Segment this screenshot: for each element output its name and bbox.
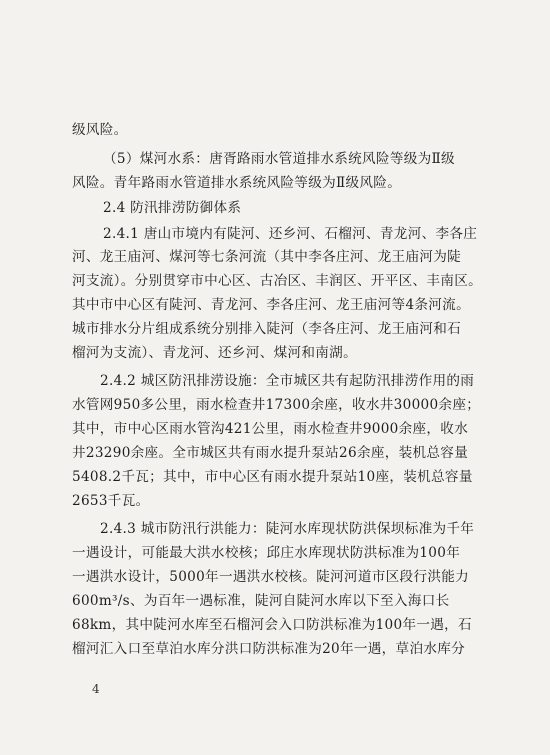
text-line: 河支流）。分别贯穿市中心区、古冶区、丰润区、开平区、丰南区。: [72, 273, 483, 289]
text-line: 井23290余座。全市城区共有雨水提升泵站26余座，装机总容量: [72, 445, 469, 461]
text-line: 一遇设计，可能最大洪水校核；邱庄水库现状防洪标准为100年: [72, 545, 461, 561]
text-line: 600m³/s、为百年一遇标准，陡河自陡河水库以下至入海口长: [72, 593, 450, 609]
text-line: 2.4.3 城市防汛行洪能力：陡河水库现状防洪保坝标准为千年: [100, 521, 475, 537]
text-line: 68km，其中陡河水库至石榴河会入口防洪标准为100年一遇，石: [72, 617, 472, 633]
page-number: 4: [92, 682, 100, 696]
text-line: 城市排水分片组成系统分别排入陡河（李各庄河、龙王庙河和石: [72, 321, 462, 337]
text-line: 2.4.1 唐山市境内有陡河、还乡河、石榴河、青龙河、李各庄: [103, 226, 478, 242]
section-heading: 2.4 防汛排涝防御体系: [103, 200, 242, 216]
text-line: 河、龙王庙河、煤河等七条河流（其中李各庄河、龙王庙河为陡: [72, 249, 462, 265]
text-line: 5408.2千瓦；其中，市中心区有雨水提升泵站10座，装机总容量: [72, 469, 473, 485]
text-line: 榴河为支流）、青龙河、还乡河、煤河和南湖。: [72, 345, 357, 361]
text-line: 级风险。: [72, 122, 128, 138]
text-line: （5）煤河水系：唐胥路雨水管道排水系统风险等级为Ⅱ级: [103, 151, 455, 167]
text-line: 2.4.2 城区防汛排涝设施：全市城区共有起防汛排涝作用的雨: [100, 373, 475, 389]
text-line: 2653千瓦。: [72, 493, 150, 509]
text-line: 其中市中心区有陡河、青龙河、李各庄河、龙王庙河等4条河流。: [72, 297, 470, 313]
text-line: 榴河汇入口至草泊水库分洪口防洪标准为20年一遇，草泊水库分: [72, 641, 466, 657]
text-line: 风险。青年路雨水管道排水系统风险等级为Ⅱ级风险。: [72, 175, 402, 191]
text-line: 其中，市中心区雨水管沟421公里，雨水检查井9000余座，收水: [72, 421, 469, 437]
text-line: 一遇洪水设计，5000年一遇洪水校核。陡河河道市区段行洪能力: [72, 569, 470, 585]
text-line: 水管网950多公里，雨水检查井17300余座，收水井30000余座；: [72, 397, 481, 413]
